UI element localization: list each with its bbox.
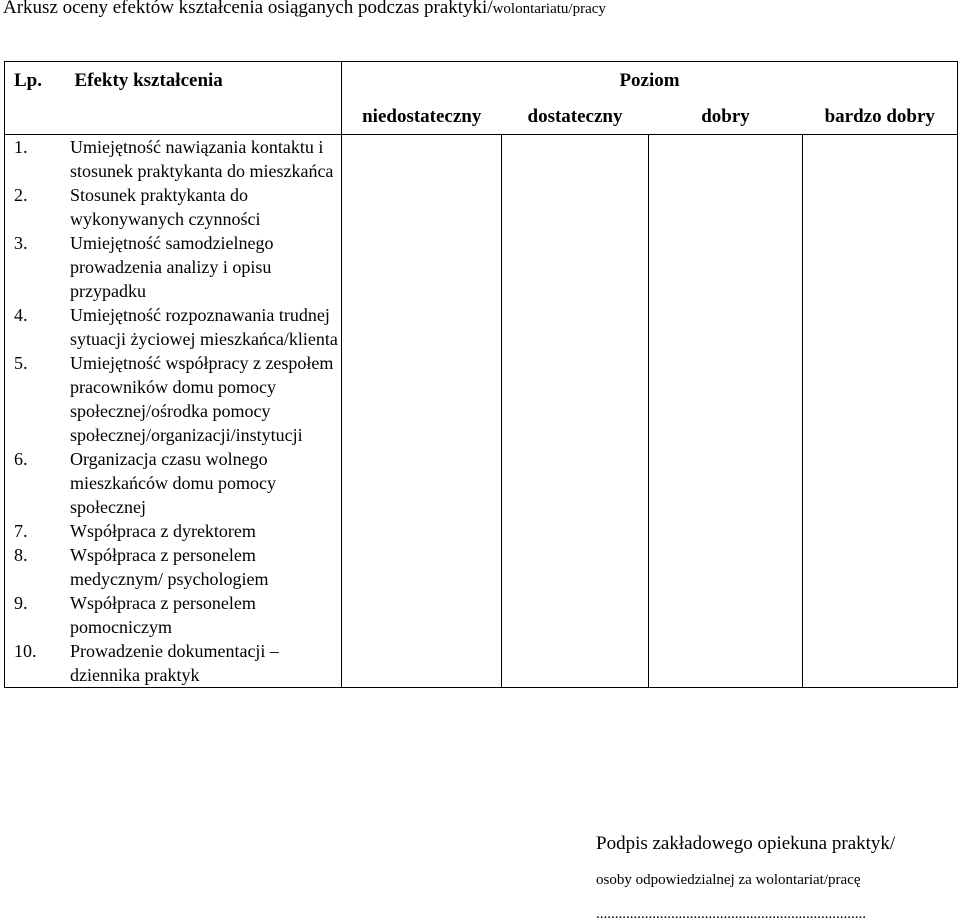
list-item bbox=[5, 447, 341, 519]
list-item bbox=[5, 135, 341, 183]
header-lp: Lp. bbox=[5, 62, 70, 135]
header-efekty: Efekty kształcenia bbox=[70, 62, 342, 135]
list-item bbox=[5, 591, 341, 639]
item-number: 7. bbox=[14, 521, 28, 541]
rating-cell-bardzo-dobry[interactable] bbox=[803, 135, 958, 688]
list-item bbox=[5, 639, 341, 687]
criteria-list bbox=[5, 135, 341, 687]
item-number: 5. bbox=[14, 353, 28, 373]
level-niedostateczny: niedostateczny bbox=[342, 99, 502, 135]
item-text: Współpraca z dyrektorem bbox=[70, 521, 256, 541]
item-text: Stosunek praktykanta do wykonywanych czynności bbox=[70, 185, 261, 229]
item-text: Współpraca z personelem pomocniczym bbox=[70, 593, 256, 637]
signature-block bbox=[596, 832, 895, 924]
evaluation-table bbox=[4, 61, 958, 688]
item-text: Umiejętność samodzielnego prowadzenia analizy i opisu przypadku bbox=[70, 233, 274, 301]
header-row bbox=[5, 62, 958, 100]
document-title-main: Arkusz oceny efektów kształcenia osiąganych podczas praktyki/ bbox=[3, 0, 493, 18]
list-item bbox=[5, 231, 341, 303]
level-dostateczny: dostateczny bbox=[502, 99, 649, 135]
item-text: Współpraca z personelem medycznym/ psychologiem bbox=[70, 545, 269, 589]
list-item bbox=[5, 351, 341, 447]
item-number: 2. bbox=[14, 185, 28, 205]
item-number: 9. bbox=[14, 593, 28, 613]
item-number: 3. bbox=[14, 233, 28, 253]
item-number: 1. bbox=[14, 137, 28, 157]
item-text: Umiejętność rozpoznawania trudnej sytuacji życiowej mieszkańca/klienta bbox=[70, 305, 338, 349]
item-text: Prowadzenie dokumentacji – dziennika praktyk bbox=[70, 641, 279, 685]
signature-label: Podpis zakładowego opiekuna praktyk/ bbox=[596, 833, 896, 854]
signature-sublabel: osoby odpowiedzialnej za wolontariat/pracę bbox=[596, 872, 861, 888]
item-text: Organizacja czasu wolnego mieszkańców domu pomocy społecznej bbox=[70, 449, 276, 517]
item-text: Umiejętność współpracy z zespołem pracowników domu pomocy społecznej/ośrodka pomocy społecznej/organizacji/instytucji bbox=[70, 353, 334, 445]
level-dobry: dobry bbox=[649, 99, 803, 135]
document-title bbox=[3, 0, 606, 21]
header-poziom: Poziom bbox=[342, 62, 958, 100]
item-text: Umiejętność nawiązania kontaktu i stosunek praktykanta do mieszkańca bbox=[70, 137, 334, 181]
item-number: 6. bbox=[14, 449, 28, 469]
criteria-list-cell bbox=[5, 135, 342, 688]
rating-cell-niedostateczny[interactable] bbox=[342, 135, 502, 688]
list-item bbox=[5, 519, 341, 543]
table-row-group bbox=[5, 135, 958, 688]
item-number: 10. bbox=[14, 641, 37, 661]
document-title-suffix: wolontariatu/pracy bbox=[492, 1, 606, 17]
list-item bbox=[5, 183, 341, 231]
level-bardzo-dobry: bardzo dobry bbox=[803, 99, 958, 135]
rating-cell-dostateczny[interactable] bbox=[502, 135, 649, 688]
item-number: 8. bbox=[14, 545, 28, 565]
item-number: 4. bbox=[14, 305, 28, 325]
rating-cell-dobry[interactable] bbox=[649, 135, 803, 688]
list-item bbox=[5, 303, 341, 351]
signature-line[interactable]: ........................................................................ bbox=[596, 906, 866, 922]
list-item bbox=[5, 543, 341, 591]
